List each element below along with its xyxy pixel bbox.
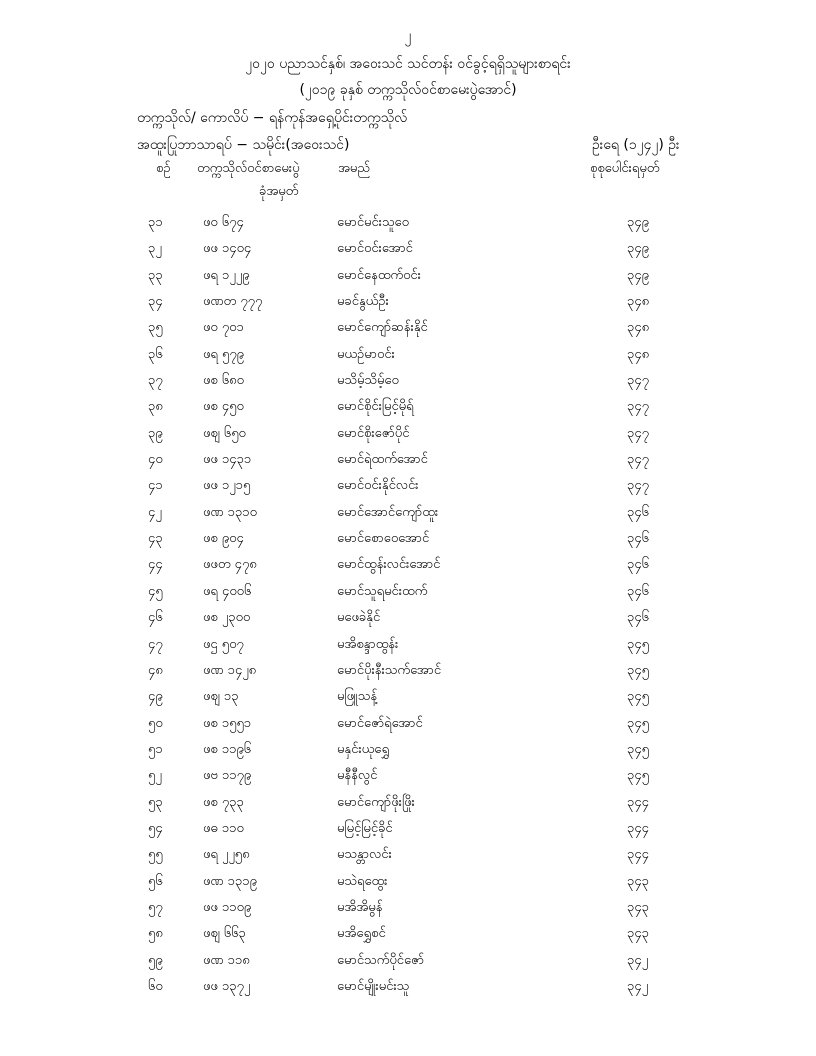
table-row bbox=[0, 475, 816, 501]
header-serial-number: စဉ် bbox=[156, 161, 171, 176]
row-serial-number: ၄၂ bbox=[148, 504, 162, 520]
row-serial-number: ၃၉ bbox=[148, 425, 163, 441]
row-name: မောင်ပိုးနီးသက်အောင် bbox=[337, 662, 442, 678]
table-row bbox=[0, 449, 816, 475]
row-serial-number: ၅၀ bbox=[148, 715, 163, 731]
row-name: မောင်ဝင်းအောင် bbox=[337, 241, 413, 257]
table-row bbox=[0, 739, 816, 765]
row-total-marks: ၃၄၆ bbox=[627, 531, 649, 547]
row-total-marks: ၃၄၆ bbox=[627, 583, 649, 599]
row-total-marks: ၃၄၂ bbox=[627, 952, 649, 968]
row-roll-number: ဖစ ၄၅၀ bbox=[203, 399, 244, 415]
row-name: မနီနီလွင် bbox=[337, 768, 378, 784]
row-serial-number: ၃၆ bbox=[148, 346, 163, 362]
row-roll-number: ဖစ ၂၃၀၀ bbox=[203, 610, 251, 626]
row-roll-number: ဖဝ ၇၀၁ bbox=[203, 320, 244, 336]
row-total-marks: ၃၄၈ bbox=[627, 294, 650, 310]
row-total-marks: ၃၄၅ bbox=[627, 715, 649, 731]
row-total-marks: ၃၄၉ bbox=[627, 241, 649, 257]
table-row bbox=[0, 554, 816, 580]
table-row bbox=[0, 238, 816, 264]
row-name: မနှင်းယုရွှေ bbox=[337, 741, 390, 757]
row-total-marks: ၃၄၇ bbox=[627, 425, 649, 441]
row-name: မအိစန္ဒာထွန်း bbox=[337, 636, 399, 652]
row-roll-number: ဖဖ ၁၁၀၉ bbox=[203, 899, 252, 915]
row-name: မသဲရထွေး bbox=[337, 873, 388, 889]
row-roll-number: ဖစျ ၆၅၀ bbox=[203, 425, 246, 441]
row-serial-number: ၃၂ bbox=[148, 241, 162, 257]
row-name: မောင်ကျော်ဖိုးဖြိုး bbox=[337, 794, 415, 810]
table-row bbox=[0, 291, 816, 317]
table-row bbox=[0, 950, 816, 976]
row-serial-number: ၃၈ bbox=[148, 399, 163, 415]
row-serial-number: ၅၃ bbox=[148, 794, 163, 810]
table-row bbox=[0, 844, 816, 870]
row-name: မယဉ်မာဝင်း bbox=[337, 346, 395, 362]
subject-label: အထူးပြုဘာသာရပ် − သမိုင်း(အဝေးသင်) bbox=[137, 137, 350, 153]
table-row bbox=[0, 265, 816, 291]
table-row bbox=[0, 528, 816, 554]
table-row bbox=[0, 871, 816, 897]
row-roll-number: ဖဏတ ၇၇၇ bbox=[203, 294, 263, 310]
total-count-label: ဦးရေ (၁၂၄၂) ဦး bbox=[592, 137, 680, 153]
row-roll-number: ဖစျ ၆၆၃ bbox=[203, 926, 246, 942]
row-name: မောင်ဝင်းနိုင်လင်း bbox=[337, 478, 419, 494]
row-roll-number: ဖဖ ၁၄၃၁ bbox=[203, 452, 252, 468]
row-roll-number: ဖဖ ၁၄၀၄ bbox=[203, 241, 252, 257]
row-serial-number: ၅၅ bbox=[148, 847, 163, 863]
table-row bbox=[0, 396, 816, 422]
row-serial-number: ၄၅ bbox=[148, 583, 163, 599]
row-roll-number: ဖဝ ၆၇၄ bbox=[203, 215, 244, 230]
row-serial-number: ၄၇ bbox=[148, 636, 163, 652]
row-roll-number: ဖရ ၄၀၀၆ bbox=[203, 583, 252, 599]
row-name: မောင်စောဝေအောင် bbox=[337, 531, 430, 547]
table-row bbox=[0, 660, 816, 686]
row-name: မဖေခဲနိုင် bbox=[337, 610, 381, 626]
row-total-marks: ၃၄၆ bbox=[627, 504, 649, 520]
row-total-marks: ၃၄၅ bbox=[627, 741, 649, 757]
row-name: မောင်ရဲထက်အောင် bbox=[337, 452, 428, 468]
row-roll-number: ဖဓ ၁၁၀ bbox=[203, 820, 244, 836]
table-row bbox=[0, 370, 816, 396]
row-serial-number: ၅၆ bbox=[148, 873, 163, 889]
row-name: မောင်စိုင်းမြင့်မိုရ် bbox=[337, 399, 414, 415]
row-total-marks: ၃၄၂ bbox=[627, 978, 649, 994]
row-name: မောင်စိုးဇော်ပိုင် bbox=[337, 425, 410, 441]
row-roll-number: ဖဖ ၁၃၇၂ bbox=[203, 978, 251, 994]
row-serial-number: ၃၇ bbox=[148, 373, 163, 389]
row-name: မောင်ကျော်ဆန်းနိုင် bbox=[337, 320, 428, 336]
row-total-marks: ၃၄၄ bbox=[627, 794, 649, 810]
row-total-marks: ၃၄၉ bbox=[627, 215, 649, 230]
row-roll-number: ဖစ ၁၅၅၁ bbox=[203, 715, 252, 731]
row-roll-number: ဖစ ၆၈၀ bbox=[203, 373, 244, 389]
row-total-marks: ၃၄၇ bbox=[627, 399, 649, 415]
header-name: အမည် bbox=[338, 161, 370, 176]
university-label: တက္ကသိုလ်/ ကောလိပ် − ရန်ကုန်အရှေ့ပိုင်းတက္ကသိုလ် bbox=[137, 110, 408, 126]
table-row bbox=[0, 792, 816, 818]
table-row bbox=[0, 423, 816, 449]
row-total-marks: ၃၄၇ bbox=[627, 373, 649, 389]
row-roll-number: ဖရ ၅၇၉ bbox=[203, 346, 244, 362]
row-serial-number: ၃၄ bbox=[148, 294, 163, 310]
row-name: မအိရွှေစင် bbox=[337, 926, 386, 942]
row-serial-number: ၃၃ bbox=[148, 267, 163, 283]
page-number: ၂ bbox=[404, 28, 412, 44]
row-total-marks: ၃၄၄ bbox=[627, 847, 649, 863]
header-roll-number: တက္ကသိုလ်ဝင်စာမေးပွဲ bbox=[197, 161, 300, 176]
row-total-marks: ၃၄၉ bbox=[627, 267, 649, 283]
row-serial-number: ၄၁ bbox=[148, 478, 163, 494]
row-serial-number: ၅၂ bbox=[148, 768, 162, 784]
row-roll-number: ဖဏ ၁၄၂၈ bbox=[203, 662, 257, 678]
row-roll-number: ဖဖ ၁၂၁၅ bbox=[203, 478, 251, 494]
row-total-marks: ၃၄၇ bbox=[627, 478, 649, 494]
row-serial-number: ၄၀ bbox=[148, 452, 163, 468]
table-row bbox=[0, 212, 816, 238]
row-name: မသိမ့်သိမ့်ဝေ bbox=[337, 373, 399, 389]
row-serial-number: ၃၁ bbox=[148, 215, 163, 230]
row-serial-number: ၄၃ bbox=[148, 531, 163, 547]
row-serial-number: ၄၉ bbox=[148, 689, 163, 705]
row-name: မဖြူသန့် bbox=[337, 689, 378, 705]
row-serial-number: ၅၄ bbox=[148, 820, 163, 836]
row-serial-number: ၄၄ bbox=[148, 557, 163, 573]
row-name: မောင်ဇော်ရဲအောင် bbox=[337, 715, 423, 731]
table-row bbox=[0, 502, 816, 528]
row-roll-number: ဖဏ ၁၃၁၀ bbox=[203, 504, 257, 520]
row-total-marks: ၃၄၆ bbox=[627, 557, 649, 573]
row-total-marks: ၃၄၃ bbox=[627, 873, 649, 889]
row-serial-number: ၅၉ bbox=[148, 952, 163, 968]
row-serial-number: ၄၆ bbox=[148, 610, 163, 626]
table-row bbox=[0, 607, 816, 633]
row-roll-number: ဖရ ၁၂၂၉ bbox=[203, 267, 250, 283]
row-name: မခင်နွယ်ဦး bbox=[337, 294, 389, 310]
row-serial-number: ၅၇ bbox=[148, 899, 163, 915]
row-total-marks: ၃၄၅ bbox=[627, 662, 649, 678]
document-subtitle: (၂၀၁၉ ခုနှစ် တက္ကသိုလ်ဝင်စာမေးပွဲအောင်) bbox=[299, 82, 517, 98]
row-name: မောင်သူရမင်းထက် bbox=[337, 583, 428, 599]
row-name: မောင်မင်းသူဝေ bbox=[337, 215, 409, 230]
row-serial-number: ၅၈ bbox=[148, 926, 163, 942]
row-roll-number: ဖဖတ ၄၇၈ bbox=[203, 557, 257, 573]
row-serial-number: ၆၀ bbox=[148, 978, 163, 994]
table-row bbox=[0, 976, 816, 1002]
row-roll-number: ဖဏ ၁၁၈ bbox=[203, 952, 250, 968]
row-roll-number: ဖဗ ၁၁၇၉ bbox=[203, 768, 252, 784]
table-row bbox=[0, 897, 816, 923]
table-row bbox=[0, 634, 816, 660]
document-title: ၂၀၂၀ ပညာသင်နှစ်၊ အဝေးသင် သင်တန်း ဝင်ခွင့်ရရှိသူများစာရင်း bbox=[245, 56, 571, 72]
row-total-marks: ၃၄၅ bbox=[627, 768, 649, 784]
table-row bbox=[0, 581, 816, 607]
row-total-marks: ၃၄၄ bbox=[627, 820, 649, 836]
table-row bbox=[0, 818, 816, 844]
row-total-marks: ၃၄၈ bbox=[627, 320, 650, 336]
row-name: မောင်ထွန်းလင်းအောင် bbox=[337, 557, 441, 573]
table-row bbox=[0, 923, 816, 949]
row-name: မမြင့်မြင့်ခိုင် bbox=[337, 820, 393, 836]
table-row bbox=[0, 344, 816, 370]
row-roll-number: ဖရ ၂၂၅၈ bbox=[203, 847, 250, 863]
row-total-marks: ၃၄၃ bbox=[627, 899, 649, 915]
row-total-marks: ၃၄၈ bbox=[627, 346, 650, 362]
row-roll-number: ဖစ ၇၃၃ bbox=[203, 794, 244, 810]
row-name: မအိအိမွန် bbox=[337, 899, 383, 915]
table-row bbox=[0, 686, 816, 712]
header-total-marks: စုစုပေါင်းရမှတ် bbox=[590, 161, 660, 176]
student-list bbox=[0, 212, 816, 1002]
row-total-marks: ၃၄၆ bbox=[627, 610, 649, 626]
row-total-marks: ၃၄၅ bbox=[627, 689, 649, 705]
row-roll-number: ဖစ ၁၁၉၆ bbox=[203, 741, 252, 757]
row-serial-number: ၅၁ bbox=[148, 741, 163, 757]
row-name: မောင်မျိုးမင်းသူ bbox=[337, 978, 410, 994]
row-total-marks: ၃၄၃ bbox=[627, 926, 649, 942]
row-serial-number: ၃၅ bbox=[148, 320, 163, 336]
table-row bbox=[0, 765, 816, 791]
row-roll-number: ဖဏ ၁၃၁၉ bbox=[203, 873, 257, 889]
row-name: မောင်နေထက်ဝင်း bbox=[337, 267, 421, 283]
row-roll-number: ဖဌ ၅၀၇ bbox=[203, 636, 244, 652]
table-row bbox=[0, 317, 816, 343]
row-name: မသန္တာလင်း bbox=[337, 847, 392, 863]
header-roll-number-line2: ခုံအမှတ် bbox=[259, 184, 299, 199]
row-name: မောင်သက်ပိုင်ဇော် bbox=[337, 952, 425, 968]
row-roll-number: ဖစ ၉၀၄ bbox=[203, 531, 244, 547]
row-total-marks: ၃၄၇ bbox=[627, 452, 649, 468]
row-name: မောင်အောင်ကျော်ထူး bbox=[337, 504, 439, 520]
row-roll-number: ဖစျ ၁၃ bbox=[203, 689, 239, 705]
row-serial-number: ၄၈ bbox=[148, 662, 163, 678]
row-total-marks: ၃၄၅ bbox=[627, 636, 649, 652]
table-row bbox=[0, 713, 816, 739]
